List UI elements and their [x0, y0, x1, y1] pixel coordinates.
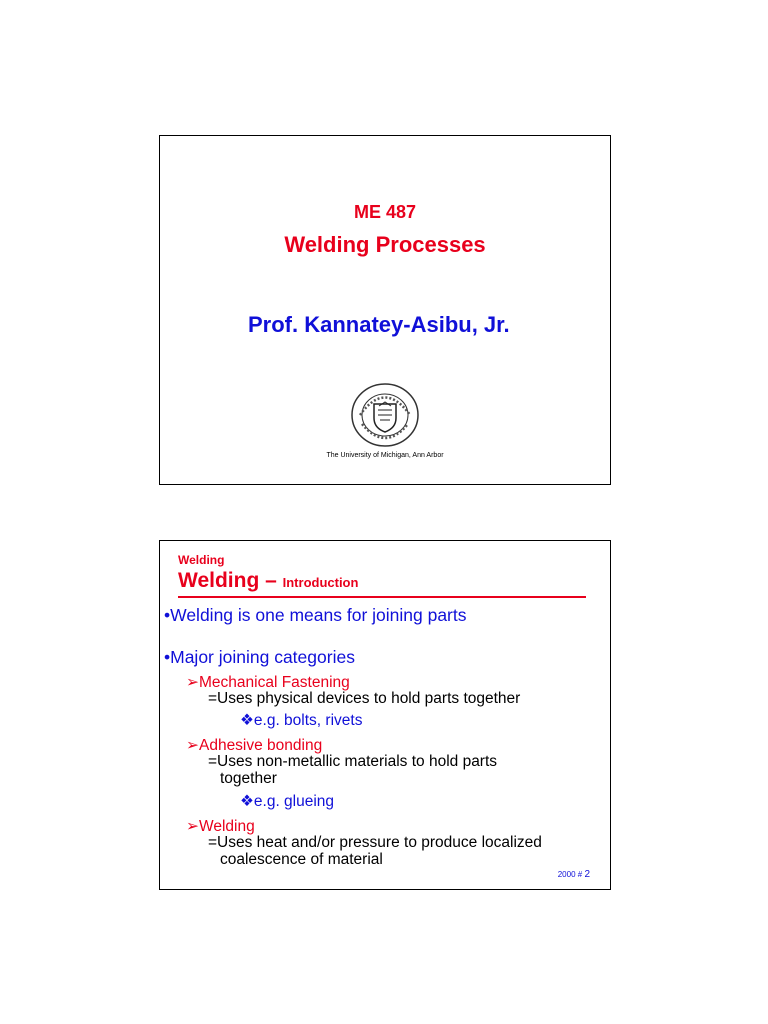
category-description: =Uses physical devices to hold parts together [208, 690, 521, 707]
intro-slide [159, 540, 611, 890]
heading-underline [178, 596, 586, 598]
heading-sub: Introduction [282, 575, 359, 590]
title-slide [159, 135, 611, 485]
page-number: 2 [584, 869, 590, 880]
category-adhesive-bonding: ➢Adhesive bonding [186, 737, 323, 754]
category-welding: ➢Welding [186, 818, 255, 835]
category-example: ❖e.g. glueing [240, 793, 335, 810]
category-example: ❖e.g. bolts, rivets [240, 712, 363, 729]
professor-suffix: , Jr. [471, 312, 510, 337]
bullet-welding-definition: •Welding is one means for joining parts [164, 605, 467, 625]
category-description: =Uses heat and/or pressure to produce localized [208, 834, 542, 851]
section-label: Welding [178, 553, 225, 567]
bullet-joining-categories: •Major joining categories [164, 647, 355, 667]
university-caption: The University of Michigan, Ann Arbor [326, 452, 444, 459]
category-description: =Uses non-metallic materials to hold parts [208, 753, 498, 770]
slide-footer [558, 869, 590, 880]
category-description-continued: coalescence of material [220, 851, 383, 868]
slide-heading [178, 569, 358, 593]
slide-title: Welding Processes [284, 232, 486, 257]
category-description-continued: together [220, 770, 277, 787]
footer-year: 2000 # [557, 870, 585, 879]
category-mechanical-fastening: ➢Mechanical Fastening [186, 674, 350, 691]
course-number: ME 487 [353, 202, 417, 222]
professor-surname: Prof. Kannatey-Asibu [248, 312, 472, 337]
heading-main: Welding – [178, 569, 283, 592]
university-seal-icon [350, 382, 420, 448]
professor-name [248, 312, 510, 338]
